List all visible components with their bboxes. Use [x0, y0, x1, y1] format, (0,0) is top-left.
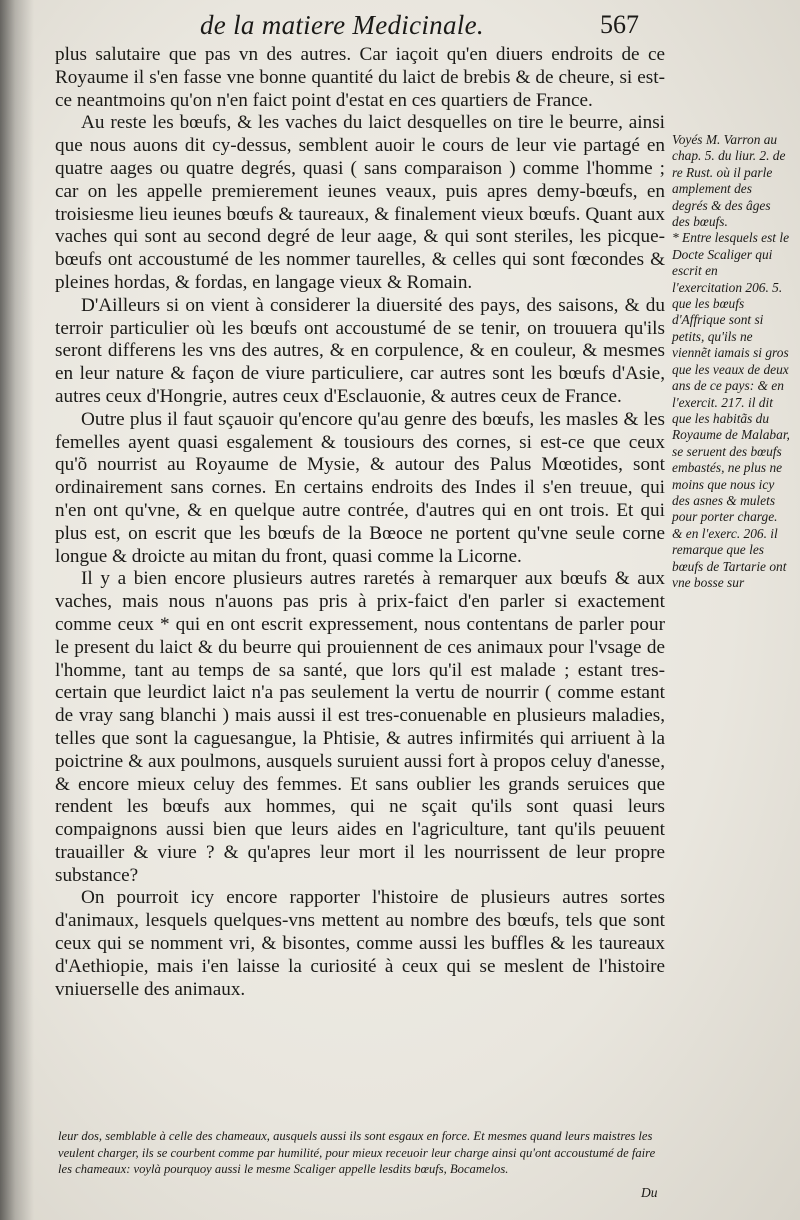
- margin-note-scaliger: * Entre lesquels est le Docte Scaliger qui escrit en l'exercitation 206. 5. que les bœufs d'Affrique sont si petits, qu'ils ne viennẽt iamais si gros que les veaux de deux ans de ce pays: & en l'exercit. 217. il dit que les habitãs du Royaume de Malabar, se seruent des bœufs embastés, ne plus ne moins que nous icy des asnes & mulets pour porter charge. & en l'exerc. 206. il remarque que les bœufs de Tartarie ont vne bosse sur: [672, 230, 790, 590]
- margin-notes: [672, 132, 790, 591]
- page-number: 567: [600, 10, 639, 39]
- margin-note-varron: Voyés M. Varron au chap. 5. du liur. 2. de re Rust. où il parle amplement des degrés & des âges des bœufs.: [672, 132, 786, 230]
- gutter-shadow: [0, 0, 34, 1220]
- catchword: Du: [641, 1185, 658, 1200]
- paragraph-other-animals: On pourroit icy encore rapporter l'histoire de plusieurs autres sortes d'animaux, lesquels quelques-vns mettent au nombre des bœufs, tels que sont ceux qui se nomment vri, & bisontes, comme aussi les buffles & les taureaux d'Aethiopie, mais i'en laisse la curiosité à ceux qui se meslent de l'histoire vniuerselle des animaux.: [55, 887, 665, 1000]
- paragraph-diversity-of-countries: D'Ailleurs si on vient à considerer la diuersité des pays, des saisons, & du terroir particulier où les bœufs ont accoustumé de se tenir, on trouuera qu'ils seront differens les vns des autres, & en corpulence, & en couleur, & mesmes en leur nature & façon de viure particuliere, car autres sont les bœufs d'Asie, autres ceux d'Hongrie, autres ceux d'Esclauonie, & autres ceux de France.: [55, 294, 665, 407]
- paragraph-continued: plus salutaire que pas vn des autres. Car iaçoit qu'en diuers endroits de ce Royaume il s'en fasse vne bonne quantité du laict de brebis & de cheure, si est-ce neantmoins qu'on n'en faict point d'estat en ces quartiers de France.: [55, 44, 665, 111]
- paragraph-horns: Outre plus il faut sçauoir qu'encore qu'au genre des bœufs, les masles & les femelles ayent quasi esgalement & tousiours des cornes, si est-ce que ceux qu'õ nourrist au Royaume de Mysie, & autour des Palus Mœotides, sont ordinairement sans cornes. En certains endroits des Indes il s'en treuue, qui n'en ont qu'vne, & en quelque autre contrée, d'autres qui en ont trois. Et qui plus est, on escrit que les bœufs de la Bœoce ne portent qu'vne seule corne longue & droicte au mitan du front, quasi comme la Licorne.: [55, 408, 665, 567]
- main-text: [55, 44, 665, 1001]
- paragraph-milk-and-butter: Il y a bien encore plusieurs autres raretés à remarquer aux bœufs & aux vaches, mais nous n'auons pas pris à prix-faict d'en parler si exactement comme ceux * qui en ont escrit expressement, nous contentans de parler pour le present du laict & du beurre qui prouiennent de ces animaux pour l'vsage de l'homme, tant au temps de sa santé, que lors qu'il est malade ; estant tres-certain que leurdict laict n'a pas seulement la vertu de nourrir ( comme estant de vray sang blanchi ) mais aussi il est tres-conuenable en plusieurs maladies, telles que sont la caguesangue, la Phtisie, & autres infirmités qui arriuent à la poictrine & aux poulmons, ausquels suruient aussi fort à propos celuy d'anesse, & encore mieux celuy des femmes. Et sans oublier les grands seruices que rendent les bœufs aux hommes, qui ne sçait qu'ils sont quasi leurs compaignons aussi bien que leurs aides en l'agriculture, tant qu'ils peuuent trauailler & viure ? & qu'apres leur mort il les nourrissent de leur propre substance?: [55, 568, 665, 886]
- running-head: de la matiere Medicinale.: [200, 10, 484, 40]
- page-header: [0, 6, 800, 46]
- paragraph-ages-of-oxen: Au reste les bœufs, & les vaches du laict desquelles on tire le beurre, ainsi que nous auons dit cy-dessus, semblent auoir le cours de leur vie partagé en quatre aages ou quatre degrés, quasi ( sans comparaison ) comme l'homme ; car on les appelle premierement ieunes veaux, puis apres demy-bœufs, en troisiesme lieu ieunes bœufs & taureaux, & finalement vieux bœufs. Quant aux vaches qui sont au second degré de leur aage, & qui sont steriles, les picque-bœufs ont accoustumé de les nommer taurelles, & celles qui sont fœcondes & pleines hordas, & fordas, en langage vieux & Romain.: [55, 112, 665, 293]
- footnote-continuation: leur dos, semblable à celle des chameaux, ausquels aussi ils sont esgaux en force. Et mesmes quand leurs maistres les veulent charger, ils se courbent comme par humilité, pour mieux receuoir leur charge ainsi qu'ont accoustumé de faire les chameaux: voylà pourquoy aussi le mesme Scaliger appelle lesdits bœufs, Bocamelos.: [58, 1129, 656, 1177]
